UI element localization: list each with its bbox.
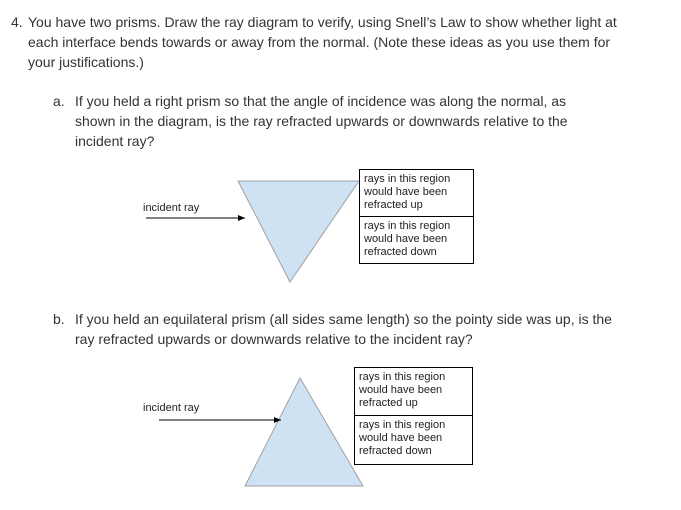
- equilateral-prism-shape: [245, 378, 363, 486]
- right-prism-shape: [238, 181, 359, 282]
- part-b-label: b.: [53, 311, 65, 327]
- part-b-text: If you held an equilateral prism (all sides same length) so the pointy side was up, is the ray refracted upwards or downwards relative to the incident ray?: [75, 311, 612, 347]
- incident-ray-label-b: incident ray: [143, 402, 200, 414]
- part-a-label: a.: [53, 93, 65, 109]
- incident-ray-label-a: incident ray: [143, 202, 200, 214]
- region-refracted-up-b: rays in this region would have been refracted up: [354, 367, 473, 416]
- question-number: 4.: [11, 14, 23, 30]
- region-refracted-down-a: rays in this region would have been refracted down: [359, 216, 474, 264]
- question-text: You have two prisms. Draw the ray diagram to verify, using Snell’s Law to show whether light at each interface bends towards or away from the normal. (Note these ideas as you use them for your justifications.): [28, 14, 617, 70]
- region-refracted-down-b: rays in this region would have been refracted down: [354, 415, 473, 465]
- part-a-text: If you held a right prism so that the angle of incidence was along the normal, as shown in the diagram, is the ray refracted upwards or downwards relative to the incident ray?: [75, 93, 568, 149]
- region-refracted-up-a: rays in this region would have been refracted up: [359, 169, 474, 217]
